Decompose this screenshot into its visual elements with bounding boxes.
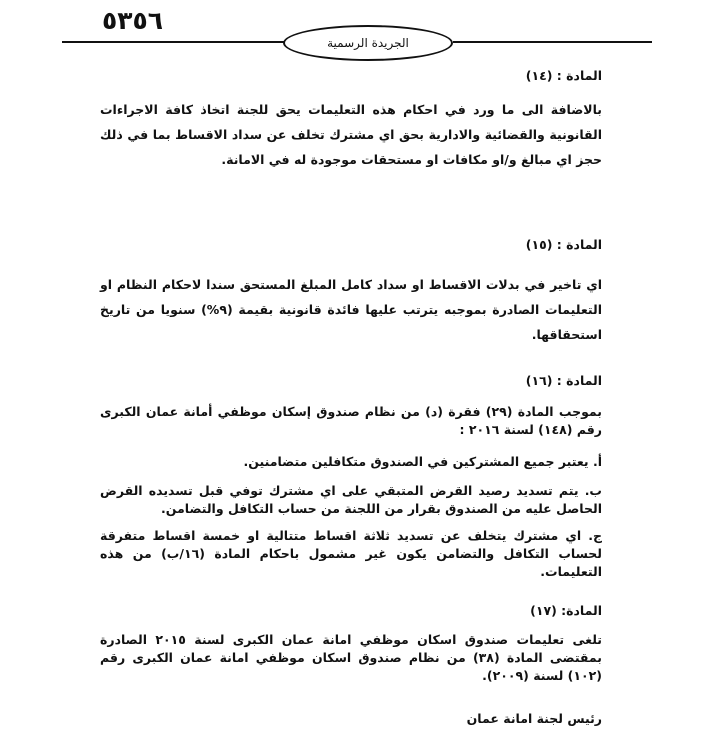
article-15-text: اي تاخير في بدلات الاقساط او سداد كامل المبلغ المستحق سندا لاحكام النظام او التعليمات الصادرة بموجبه يترتب عليها فائدة قانونية بقيمة (٩%) سنويا من تاريخ استحقاقها. [100, 277, 602, 342]
article-17-text: تلغى تعليمات صندوق اسكان موظفي امانة عمان الكبرى لسنة ٢٠١٥ الصادرة بمقتضى المادة (٣٨) من نظام صندوق اسكان موظفي امانة عمان الكبرى رقم (١٠٢) لسنة (٢٠٠٩). [100, 632, 602, 683]
article-16-item-a: أ. يعتبر جميع المشتركين في الصندوق متكافلين متضامنين. [243, 454, 602, 469]
signature-title: رئيس لجنة امانة عمان [466, 711, 602, 726]
gazette-name: الجريدة الرسمية [327, 36, 409, 50]
article-16-item-c: ج. اي مشترك يتخلف عن تسديد ثلاثة اقساط متتالية او خمسة اقساط متفرقة لحساب التكافل والتضامن يكون غير مشمول باحكام المادة (١٦/ب) من هذه التعليمات. [100, 528, 602, 579]
article-17-heading: المادة: (١٧) [530, 603, 602, 618]
article-16-intro: بموجب المادة (٢٩) فقرة (د) من نظام صندوق إسكان موظفي أمانة عمان الكبرى رقم (١٤٨) لسنة ٢٠١٦ : [100, 404, 602, 437]
article-15-heading: المادة : (١٥) [525, 237, 602, 252]
article-14-heading: المادة : (١٤) [525, 68, 602, 83]
page-number: ٥٣٥٦ [102, 6, 164, 35]
gazette-name-oval [283, 25, 453, 61]
header-rule-right [453, 41, 652, 43]
article-16-item-b: ب. يتم تسديد رصيد القرض المتبقي على اي مشترك توفي قبل تسديده القرض الحاصل عليه من الصندوق بقرار من اللجنة من حساب التكافل والتضامن. [100, 483, 602, 516]
article-14-text: بالاضافة الى ما ورد في احكام هذه التعليمات يحق للجنة اتخاذ كافة الاجراءات القانونية والقضائية والادارية بحق اي مشترك تخلف عن سداد الاقساط بما في ذلك حجز اي مبالغ و/او مكافات او مستحقات موجودة له في الامانة. [100, 102, 602, 167]
header-rule-left [62, 41, 285, 43]
article-16-heading: المادة : (١٦) [525, 373, 602, 388]
